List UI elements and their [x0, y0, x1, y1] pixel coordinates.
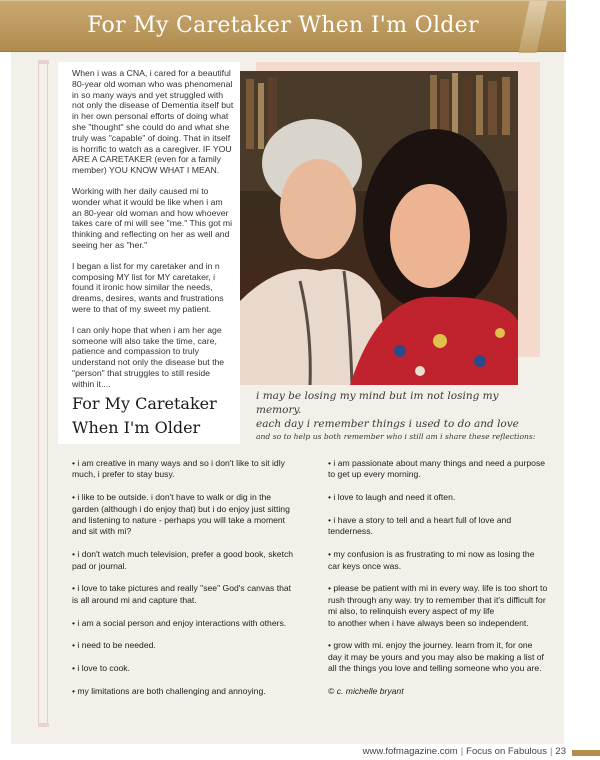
intro-paragraph: When i was a CNA, i cared for a beautiful 80-year old woman who was phenomenal in so many ways and yet struggled with not only the disease of Dementia itself but in her own personal efforts of doing what she "thought" she could do and what she truly was "capable" of doing. That in itself is horrific to watch as a caregiver. IF YOU ARE A CARETAKER (even for a family member) YOU KNOW WHAT I MEAN.	[72, 68, 234, 176]
caption-line-2: each day i remember things i used to do and love	[256, 418, 519, 430]
list-item: • i am passionate about many things and need a purpose to get up every morning.	[328, 458, 546, 480]
footer-website-link[interactable]: www.fofmagazine.com	[362, 746, 458, 757]
side-heading	[72, 392, 237, 440]
footer-separator: |	[460, 746, 464, 757]
intro-paragraph: I can only hope that when i am her age someone will also take the time, care, patience and compassion to truly understand not only the disease but the "person" that struggles to still reside within it....	[72, 324, 225, 389]
list-item: • i don't watch much television, prefer a good book, sketch pad or journal.	[72, 549, 294, 571]
page-footer	[363, 746, 566, 757]
caption-line-1: i may be losing my mind but im not losing my memory.	[256, 390, 499, 416]
reflections-list-right	[328, 458, 548, 709]
list-item: • i am creative in many ways and so i don't like to sit idly much, i prefer to stay busy.	[72, 458, 285, 480]
intro-paragraph: Working with her daily caused mi to wonder what it would be like when i am an 80-year old woman and how whoever takes care of mi will see "me." This got mi thinking and reflecting on her as well and seeing her as "her."	[72, 185, 233, 250]
side-rule-decoration	[38, 62, 48, 725]
list-item: • i love to cook.	[72, 663, 130, 674]
page-number: 23	[555, 746, 566, 757]
list-item: • i am a social person and enjoy interactions with others.	[72, 617, 287, 628]
photo-caption	[256, 389, 546, 442]
caption-line-3: and so to help us both remember who i still am i share these reflections:	[256, 432, 536, 441]
list-item: • i love to laugh and need it often.	[328, 492, 456, 503]
list-item: • grow with mi. enjoy the journey. learn from it, for one day it may be yours and you may also be making a list of all the things you love and telling someone who you are.	[328, 640, 544, 674]
reflections-list-left	[72, 458, 298, 709]
list-item: • i like to be outside. i don't have to walk or dig in the garden (although i do enjoy that) but i do enjoy just sitting and listening to nature - perhaps you will take a moment and sit with mi?	[72, 492, 290, 537]
list-item: • i need to be needed.	[72, 640, 156, 651]
portrait-illustration	[240, 71, 518, 385]
intro-paragraph: I began a list for my caretaker and in n composing MY list for MY caretaker, i found it ironic how similar the needs, dreams, desires, wants and frustrations were to that of my sweet my patient.	[72, 260, 224, 314]
list-item: • my confusion is as frustrating to mi now as losing the car keys once was.	[328, 549, 535, 571]
footer-accent-bar	[572, 750, 600, 756]
list-item: • my limitations are both challenging and annoying.	[72, 686, 266, 697]
side-heading-line-2: When I'm Older	[72, 418, 201, 437]
footer-magazine-name: Focus on Fabulous	[466, 746, 547, 757]
list-item: • i love to take pictures and really "see" God's canvas that is all around mi and capture that.	[72, 583, 292, 605]
side-rule-cap-bottom	[38, 723, 49, 727]
side-heading-line-1: For My Caretaker	[72, 394, 217, 413]
page-title: For My Caretaker When I'm Older	[87, 13, 479, 38]
intro-text	[72, 68, 234, 400]
footer-separator: |	[549, 746, 553, 757]
list-item: • please be patient with mi in every way. life is too short to rush through any way. try to remember that it's difficult for mi also, to relinquish every aspect of my life to another when i have always been so independent.	[328, 583, 548, 628]
list-item: • i have a story to tell and a heart full of love and tenderness.	[328, 515, 512, 537]
portrait-photo	[240, 71, 518, 385]
author-signature: © c. michelle bryant	[328, 686, 404, 697]
title-banner	[0, 0, 566, 52]
